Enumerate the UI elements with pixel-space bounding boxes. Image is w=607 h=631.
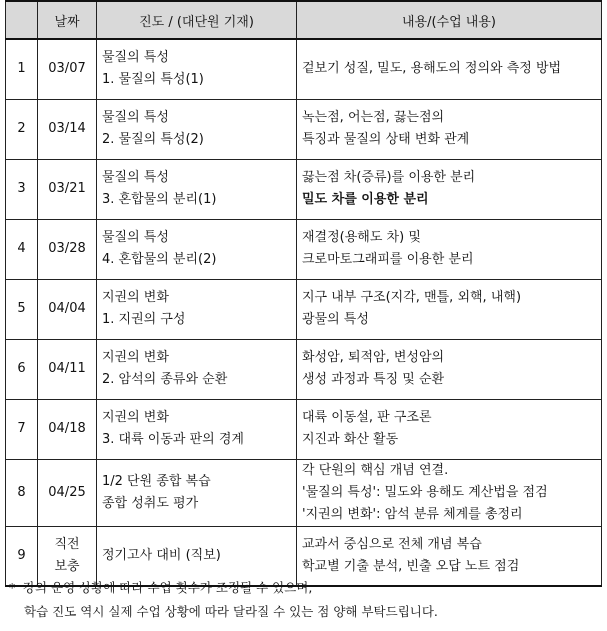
row-number: 4 (6, 219, 38, 279)
table-row (6, 459, 602, 526)
row-content-line: 학교별 기출 분석, 빈출 오답 노트 점검 (302, 558, 520, 574)
row-progress-line: 3. 대륙 이동과 판의 경계 (102, 432, 244, 447)
table-row (6, 339, 602, 399)
row-progress-line: 물질의 특성 (102, 110, 169, 125)
row-content (297, 279, 602, 339)
row-content-line: 재결정(용해도 차) 및 (302, 230, 421, 245)
row-number: 3 (6, 159, 38, 219)
row-content-line: 녹는점, 어는점, 끓는점의 (302, 110, 445, 125)
row-date-line: 03/28 (48, 241, 86, 256)
table-row (6, 159, 602, 219)
row-progress (97, 39, 297, 99)
row-progress (97, 279, 297, 339)
row-progress (97, 159, 297, 219)
row-number: 7 (6, 399, 38, 459)
row-date (38, 159, 97, 219)
row-content-line: 끓는점 차(증류)를 이용한 분리 (302, 170, 476, 185)
row-content-line: '지권의 변화': 암석 분류 체계를 총정리 (302, 506, 523, 522)
row-date-line: 보충 (54, 558, 80, 574)
row-content (297, 99, 602, 159)
row-progress (97, 99, 297, 159)
row-date (38, 399, 97, 459)
row-number: 1 (6, 39, 38, 99)
row-number: 6 (6, 339, 38, 399)
row-number: 2 (6, 99, 38, 159)
table-row (6, 219, 602, 279)
row-content-line: 교과서 중심으로 전체 개념 복습 (302, 536, 482, 552)
row-content-line: 생성 과정과 특징 및 순환 (302, 372, 445, 387)
row-progress (97, 459, 297, 526)
row-content-line: 크로마토그래피를 이용한 분리 (302, 252, 474, 267)
row-content-line: 광물의 특성 (302, 312, 369, 327)
row-progress-line: 3. 혼합물의 분리(1) (102, 192, 217, 207)
row-content-line: 밀도 차를 이용한 분리 (302, 192, 429, 207)
row-content-line: '물질의 특성': 밀도와 용해도 계산법을 점검 (302, 484, 548, 500)
row-date-line: 04/04 (48, 301, 86, 316)
row-date (38, 99, 97, 159)
row-content (297, 459, 602, 526)
row-content (297, 159, 602, 219)
row-progress-line: 1/2 단원 종합 복습 (102, 473, 211, 489)
table-header (6, 1, 602, 39)
row-progress (97, 399, 297, 459)
table-row (6, 279, 602, 339)
row-content-line: 지진과 화산 활동 (302, 432, 399, 447)
row-date (38, 459, 97, 526)
header-progress: 진도 / (대단원 기재) (97, 1, 297, 39)
header-content: 내용/(수업 내용) (297, 1, 602, 39)
row-date-line: 03/14 (48, 121, 86, 136)
row-progress-line: 정기고사 대비 (직보) (102, 547, 221, 563)
row-content (297, 39, 602, 99)
row-progress-line: 2. 물질의 특성(2) (102, 132, 204, 147)
row-date (38, 279, 97, 339)
footnote-line-1 (9, 576, 438, 600)
row-content-line: 특징과 물질의 상태 변화 관계 (302, 132, 470, 147)
row-progress-line: 지권의 변화 (102, 290, 169, 305)
row-date-line: 04/25 (48, 484, 86, 500)
row-number: 9 (6, 526, 38, 586)
row-content-line: 화성암, 퇴적암, 변성암의 (302, 350, 445, 365)
row-content-line: 대륙 이동설, 판 구조론 (302, 410, 432, 425)
footnote-text-1: 강의 운영 상황에 따라 수업 횟수가 조정될 수 있으며, (22, 580, 313, 595)
table-row (6, 39, 602, 99)
row-content (297, 219, 602, 279)
row-number: 5 (6, 279, 38, 339)
row-progress-line: 종합 성취도 평가 (102, 495, 199, 511)
row-progress-line: 2. 암석의 종류와 순환 (102, 372, 228, 387)
row-progress-line: 물질의 특성 (102, 230, 169, 245)
row-date-line: 04/11 (48, 361, 86, 376)
row-progress-line: 물질의 특성 (102, 170, 169, 185)
row-date-line: 직전 (54, 536, 80, 552)
row-number: 8 (6, 459, 38, 526)
schedule-table (5, 0, 602, 587)
row-content-line: 겉보기 성질, 밀도, 용해도의 정의와 측정 방법 (302, 61, 562, 77)
row-progress-line: 물질의 특성 (102, 50, 169, 66)
footnote (9, 576, 438, 624)
header-no (6, 1, 38, 39)
row-date-line: 03/07 (48, 61, 86, 77)
row-date-line: 04/18 (48, 421, 86, 436)
row-progress (97, 219, 297, 279)
footnote-text-2: 학습 진도 역시 실제 수업 상황에 따라 달라질 수 있는 점 양해 부탁드립니다. (24, 604, 438, 619)
row-progress-line: 1. 지권의 구성 (102, 312, 186, 327)
row-progress-line: 1. 물질의 특성(1) (102, 72, 204, 88)
row-date (38, 219, 97, 279)
row-progress (97, 339, 297, 399)
table-body (6, 39, 602, 586)
table-row (6, 399, 602, 459)
row-content-line: 지구 내부 구조(지각, 맨틀, 외핵, 내핵) (302, 290, 522, 305)
row-progress-line: 4. 혼합물의 분리(2) (102, 252, 217, 267)
row-date (38, 339, 97, 399)
footnote-marker: * (9, 580, 16, 595)
table-row (6, 99, 602, 159)
row-content (297, 399, 602, 459)
row-content (297, 339, 602, 399)
header-date: 날짜 (38, 1, 97, 39)
row-date (38, 39, 97, 99)
row-progress-line: 지권의 변화 (102, 410, 169, 425)
row-progress-line: 지권의 변화 (102, 350, 169, 365)
row-content-line: 각 단원의 핵심 개념 연결. (302, 462, 449, 478)
row-date-line: 03/21 (48, 181, 86, 196)
